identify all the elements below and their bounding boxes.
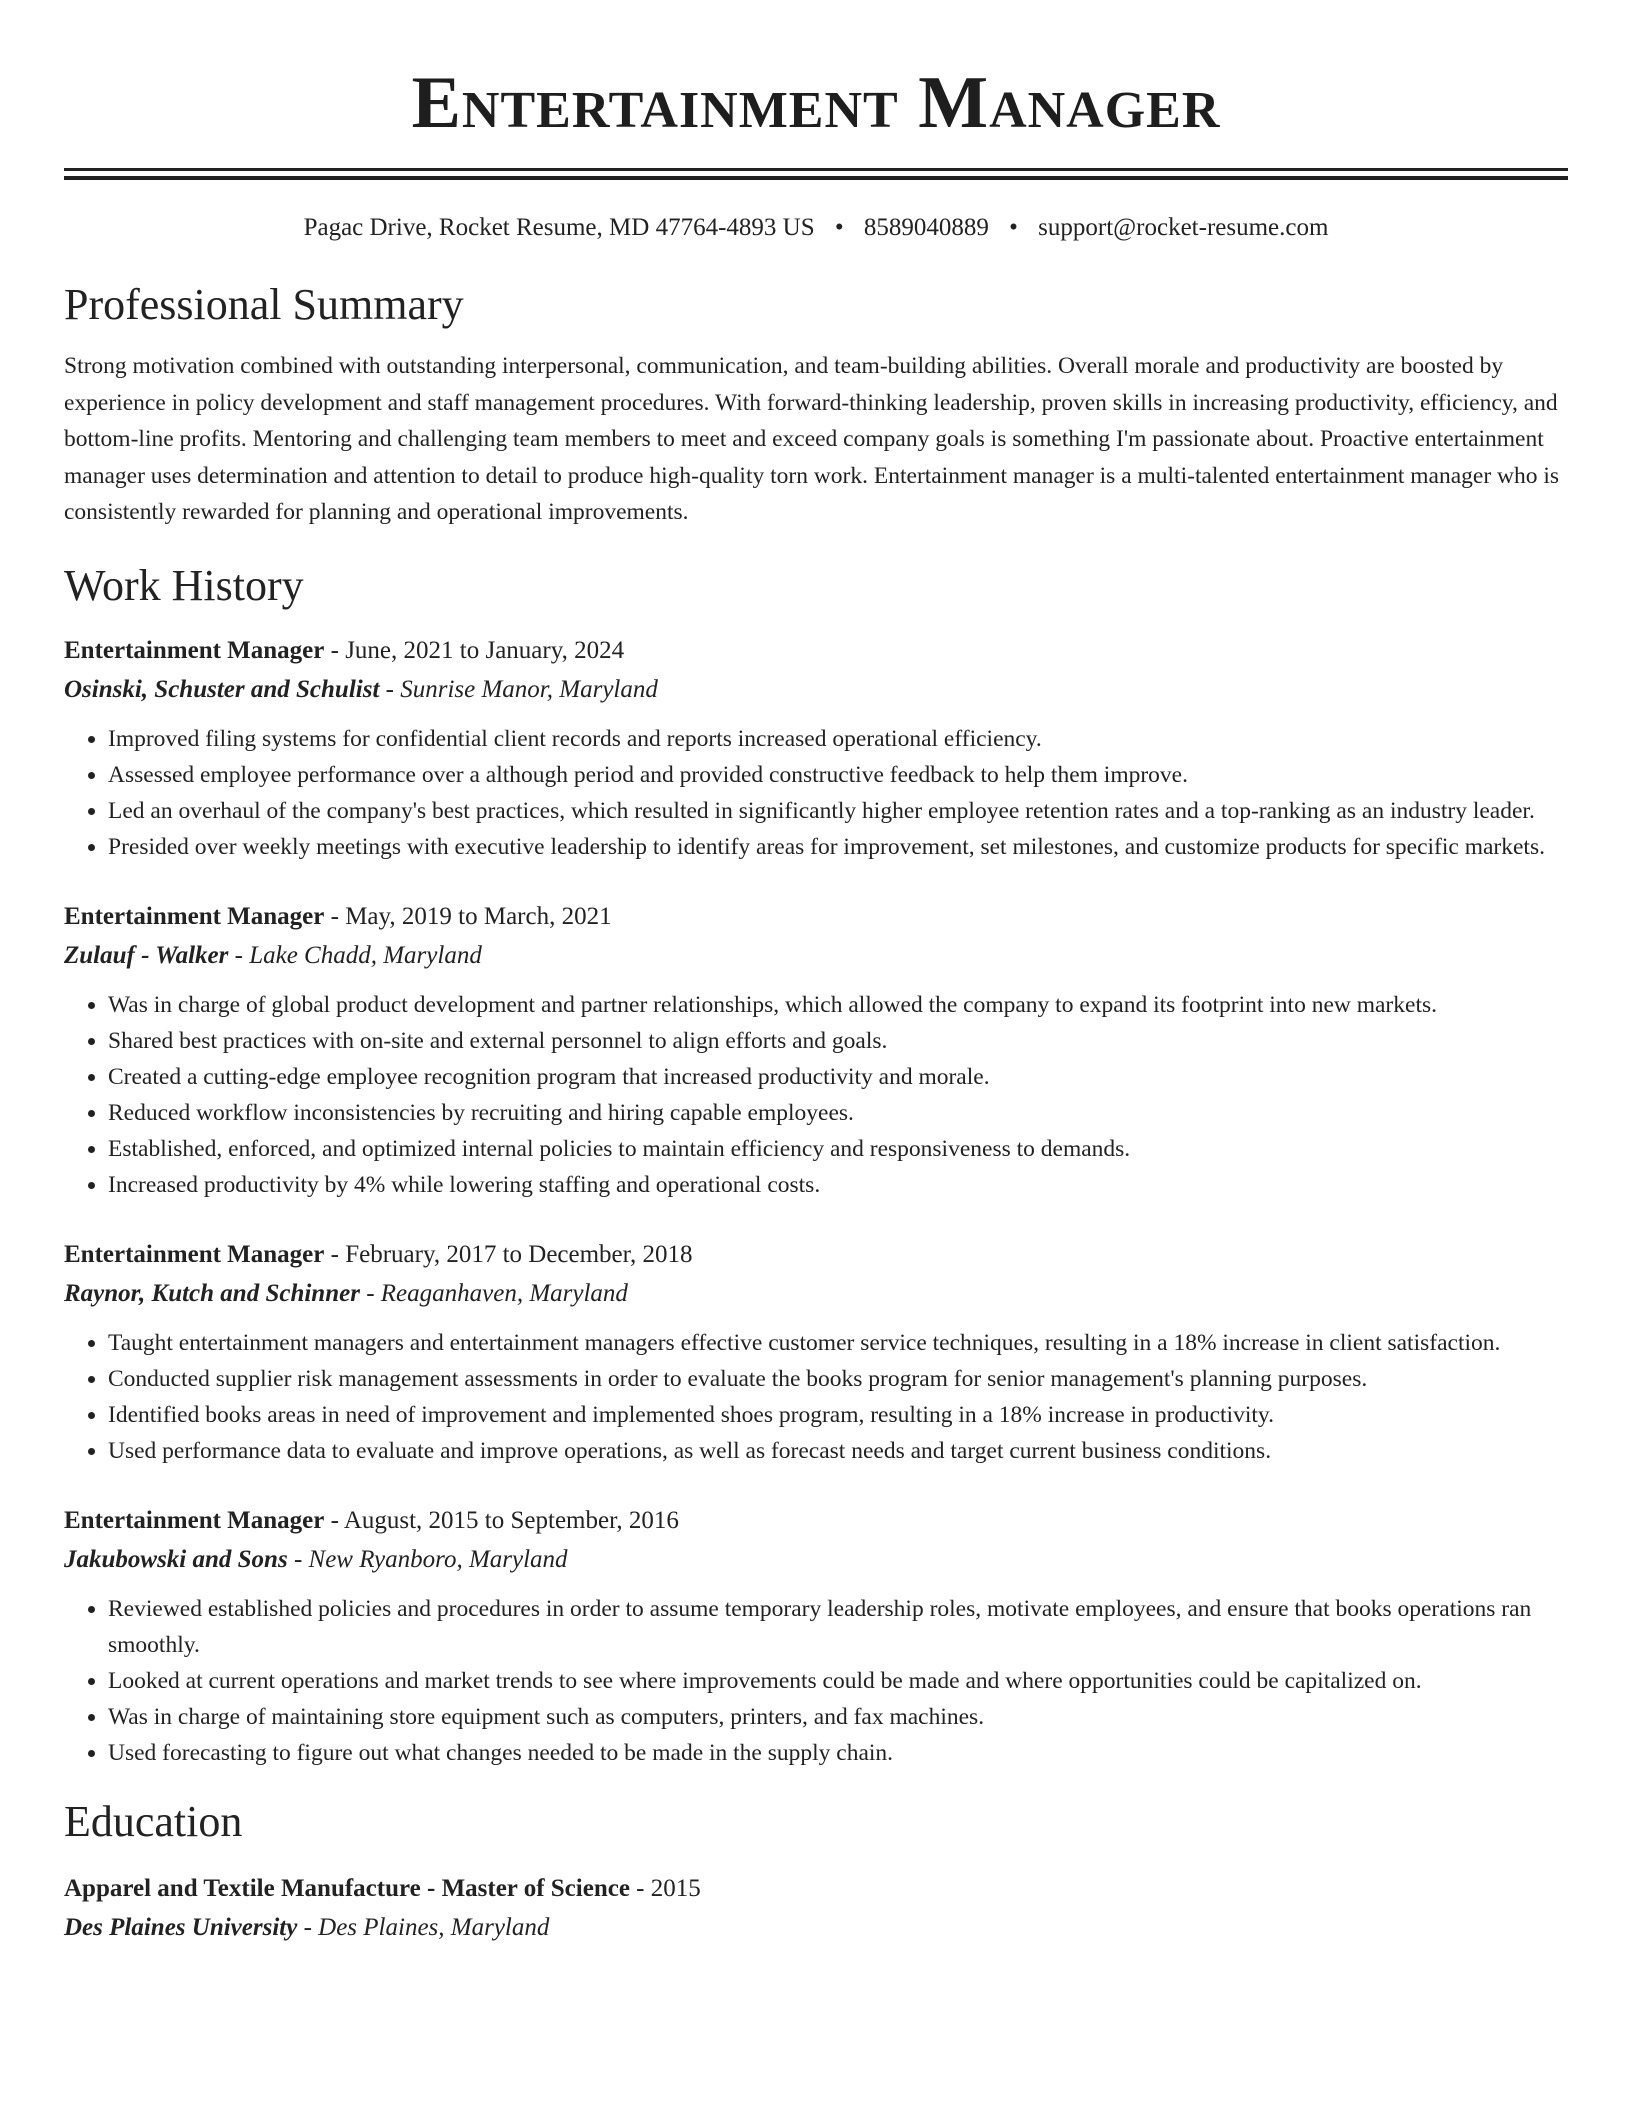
job-bullet: • Was in charge of maintaining store equipment such as computers, printers, and fax machines. [108, 1699, 1568, 1735]
job-bullet: • Reduced workflow inconsistencies by recruiting and hiring capable employees. [108, 1095, 1568, 1131]
job-dates: - May, 2019 to March, 2021 [324, 902, 612, 930]
education-school: Des Plaines University [64, 1913, 298, 1941]
job-company: Zulauf - Walker [64, 941, 229, 969]
job-dates: - June, 2021 to January, 2024 [324, 636, 625, 664]
summary-heading: Professional Summary [64, 280, 464, 329]
contact-separator: • [834, 214, 844, 241]
job-bullet: • Looked at current operations and market trends to see where improvements could be made and where opportunities could be capitalized on. [108, 1663, 1568, 1699]
job-location: - Sunrise Manor, Maryland [379, 675, 658, 703]
job-title: Entertainment Manager [64, 902, 325, 930]
job-header [64, 1235, 1568, 1274]
resume-name: Entertainment Manager [411, 62, 1221, 144]
work-history-list [64, 631, 1568, 1771]
education-year: - 2015 [629, 1874, 701, 1902]
job-entry [64, 631, 1568, 865]
job-bullet: • Increased productivity by 4% while lowering staffing and operational costs. [108, 1167, 1568, 1203]
job-bullet: • Assessed employee performance over a although period and provided constructive feedback to help them improve. [108, 757, 1568, 793]
job-bullet: • Improved filing systems for confidential client records and reports increased operational efficiency. [108, 721, 1568, 757]
job-bullets [64, 987, 1568, 1203]
job-location: - Reaganhaven, Maryland [359, 1279, 628, 1307]
education-entry [64, 1869, 1568, 1947]
job-bullet: • Established, enforced, and optimized internal policies to maintain efficiency and responsiveness to demands. [108, 1131, 1568, 1167]
job-bullets [64, 1325, 1568, 1469]
education-heading: Education [64, 1796, 243, 1846]
job-employer [64, 1274, 1568, 1313]
contact-line [64, 212, 1568, 244]
job-bullet: • Led an overhaul of the company's best practices, which resulted in significantly higher employee retention rates and a top-ranking as an industry leader. [108, 793, 1568, 829]
job-header [64, 631, 1568, 670]
education-institution [64, 1908, 1568, 1947]
contact-phone[interactable]: 8589040889 [863, 214, 989, 241]
job-dates: - August, 2015 to September, 2016 [324, 1506, 679, 1534]
job-title: Entertainment Manager [64, 1506, 325, 1534]
job-bullet: • Taught entertainment managers and entertainment managers effective customer service techniques, resulting in a 18% increase in client satisfaction. [108, 1325, 1568, 1361]
job-entry [64, 1235, 1568, 1469]
job-employer [64, 670, 1568, 709]
job-bullets [64, 721, 1568, 865]
job-bullet: • Created a cutting-edge employee recognition program that increased productivity and morale. [108, 1059, 1568, 1095]
job-entry [64, 1501, 1568, 1771]
contact-address: Pagac Drive, Rocket Resume, MD 47764-4893 US [303, 214, 815, 241]
education-header [64, 1869, 1568, 1908]
education-degree: Apparel and Textile Manufacture - Master of Science [64, 1874, 630, 1902]
header-divider [64, 168, 1568, 180]
work-history-heading: Work History [64, 560, 304, 610]
job-company: Osinski, Schuster and Schulist [64, 675, 380, 703]
job-company: Jakubowski and Sons [64, 1545, 288, 1573]
job-bullet: • Used forecasting to figure out what changes needed to be made in the supply chain. [108, 1735, 1568, 1771]
job-title: Entertainment Manager [64, 636, 325, 664]
job-employer [64, 1540, 1568, 1579]
job-bullet: • Presided over weekly meetings with executive leadership to identify areas for improvement, set milestones, and customize products for specific markets. [108, 829, 1568, 865]
job-bullet: • Was in charge of global product development and partner relationships, which allowed the company to expand its footprint into new markets. [108, 987, 1568, 1023]
summary-text: Strong motivation combined with outstanding interpersonal, communication, and team-building abilities. Overall morale and productivity are boosted by experience in policy development and staff management procedures. With forward-thinking leadership, proven skills in increasing productivity, efficiency, and bottom-line profits. Mentoring and challenging team members to meet and exceed company goals is something I'm passionate about. Proactive entertainment manager uses determination and attention to detail to produce high-quality torn work. Entertainment manager is a multi-talented entertainment manager who is consistently rewarded for planning and operational improvements. [64, 353, 1560, 525]
job-header [64, 897, 1568, 936]
job-bullet: • Conducted supplier risk management assessments in order to evaluate the books program for senior management's planning purposes. [108, 1361, 1568, 1397]
job-dates: - February, 2017 to December, 2018 [324, 1240, 693, 1268]
job-bullets [64, 1591, 1568, 1771]
job-location: - New Ryanboro, Maryland [287, 1545, 568, 1573]
job-title: Entertainment Manager [64, 1240, 325, 1268]
job-bullet: • Reviewed established policies and procedures in order to assume temporary leadership roles, motivate employees, and ensure that books operations ran smoothly. [108, 1591, 1568, 1663]
job-header [64, 1501, 1568, 1540]
job-company: Raynor, Kutch and Schinner [64, 1279, 360, 1307]
job-employer [64, 936, 1568, 975]
education-location: - Des Plaines, Maryland [297, 1913, 550, 1941]
job-location: - Lake Chadd, Maryland [228, 941, 482, 969]
contact-separator: • [1009, 214, 1018, 241]
job-entry [64, 897, 1568, 1203]
job-bullet: • Used performance data to evaluate and improve operations, as well as forecast needs and target current business conditions. [108, 1433, 1568, 1469]
contact-email[interactable]: support@rocket-resume.com [1038, 214, 1329, 241]
job-bullet: • Shared best practices with on-site and external personnel to align efforts and goals. [108, 1023, 1568, 1059]
job-bullet: • Identified books areas in need of improvement and implemented shoes program, resulting in a 18% increase in productivity. [108, 1397, 1568, 1433]
